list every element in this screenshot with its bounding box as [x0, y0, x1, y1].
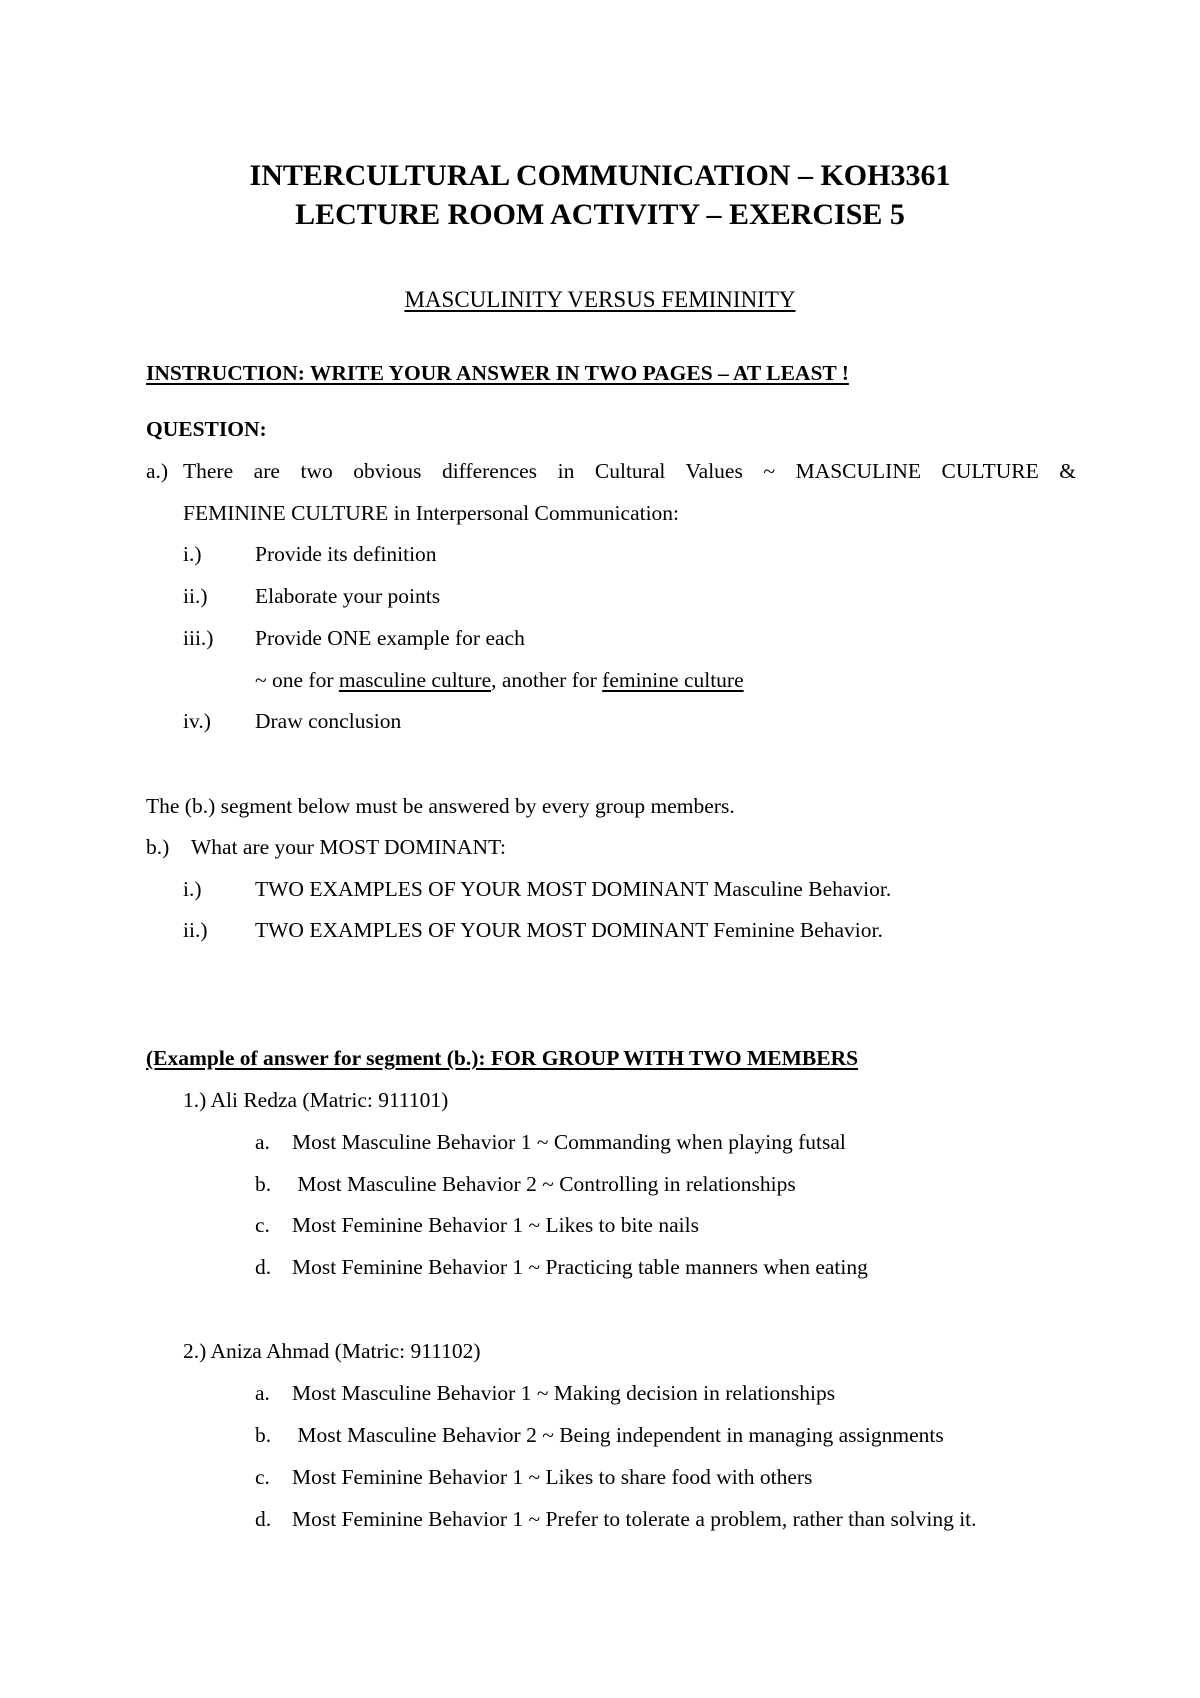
- example-heading: (Example of answer for segment (b.): FOR GROUP WITH TWO MEMBERS: [146, 1046, 859, 1070]
- feminine-culture-term: feminine culture: [602, 668, 744, 692]
- part-a-item-text: Draw conclusion: [255, 709, 402, 733]
- member-item-text: Most Masculine Behavior 1 ~ Making decision in relationships: [292, 1381, 836, 1405]
- part-b-item-marker: i.): [183, 877, 202, 901]
- member-item-text: Most Masculine Behavior 2 ~ Being independent in managing assignments: [292, 1423, 944, 1447]
- member-item-marker: d.: [255, 1507, 272, 1531]
- member-item-text: Most Masculine Behavior 1 ~ Commanding when playing futsal: [292, 1130, 846, 1154]
- example-culture-line: [255, 667, 744, 693]
- member-item-marker: b.: [255, 1172, 272, 1196]
- document-title-line2: LECTURE ROOM ACTIVITY – EXERCISE 5: [295, 198, 905, 231]
- member-item-text: Most Feminine Behavior 1 ~ Practicing table manners when eating: [292, 1255, 868, 1279]
- part-b-marker: b.): [146, 835, 170, 859]
- example-culture-prefix: ~ one for: [255, 668, 339, 692]
- member-item-marker: d.: [255, 1255, 272, 1279]
- member-item-marker: c.: [255, 1213, 270, 1237]
- example-culture-middle: , another for: [491, 668, 603, 692]
- document-subtitle: MASCULINITY VERSUS FEMININITY: [404, 287, 796, 312]
- part-a-item-marker: iv.): [183, 709, 211, 733]
- part-a-item-marker: i.): [183, 542, 202, 566]
- member-item-marker: b.: [255, 1423, 272, 1447]
- part-a-line2: FEMININE CULTURE in Interpersonal Communication:: [183, 501, 680, 525]
- part-a-item-text: Elaborate your points: [255, 584, 441, 608]
- member-item-marker: a.: [255, 1130, 270, 1154]
- part-a-marker: a.): [146, 459, 169, 483]
- member-item-marker: a.: [255, 1381, 270, 1405]
- part-b-item-text: TWO EXAMPLES OF YOUR MOST DOMINANT Masculine Behavior.: [255, 877, 892, 901]
- part-b-item-text: TWO EXAMPLES OF YOUR MOST DOMINANT Feminine Behavior.: [255, 918, 883, 942]
- document-title-line1: INTERCULTURAL COMMUNICATION – KOH3361: [249, 159, 951, 192]
- part-a-item-marker: ii.): [183, 584, 208, 608]
- part-a-item-marker: iii.): [183, 626, 214, 650]
- part-b-item-marker: ii.): [183, 918, 208, 942]
- question-label: QUESTION:: [146, 417, 267, 441]
- part-b-intro: The (b.) segment below must be answered by every group members.: [146, 794, 735, 818]
- member-item-text: Most Feminine Behavior 1 ~ Prefer to tolerate a problem, rather than solving it.: [292, 1507, 977, 1531]
- member-item-marker: c.: [255, 1465, 270, 1489]
- part-a-line1: There are two obvious differences in Cultural Values ~ MASCULINE CULTURE &: [183, 459, 1076, 483]
- part-a-item-text: Provide its definition: [255, 542, 437, 566]
- member-item-text: Most Feminine Behavior 1 ~ Likes to bite nails: [292, 1213, 699, 1237]
- part-b-text: What are your MOST DOMINANT:: [191, 835, 507, 859]
- member-header: 2.) Aniza Ahmad (Matric: 911102): [183, 1339, 481, 1363]
- instruction-text: INSTRUCTION: WRITE YOUR ANSWER IN TWO PAGES – AT LEAST !: [146, 361, 849, 385]
- member-item-text: Most Masculine Behavior 2 ~ Controlling in relationships: [292, 1172, 796, 1196]
- member-header: 1.) Ali Redza (Matric: 911101): [183, 1088, 449, 1112]
- member-item-text: Most Feminine Behavior 1 ~ Likes to share food with others: [292, 1465, 813, 1489]
- part-a-item-text: Provide ONE example for each: [255, 626, 525, 650]
- masculine-culture-term: masculine culture: [338, 668, 492, 692]
